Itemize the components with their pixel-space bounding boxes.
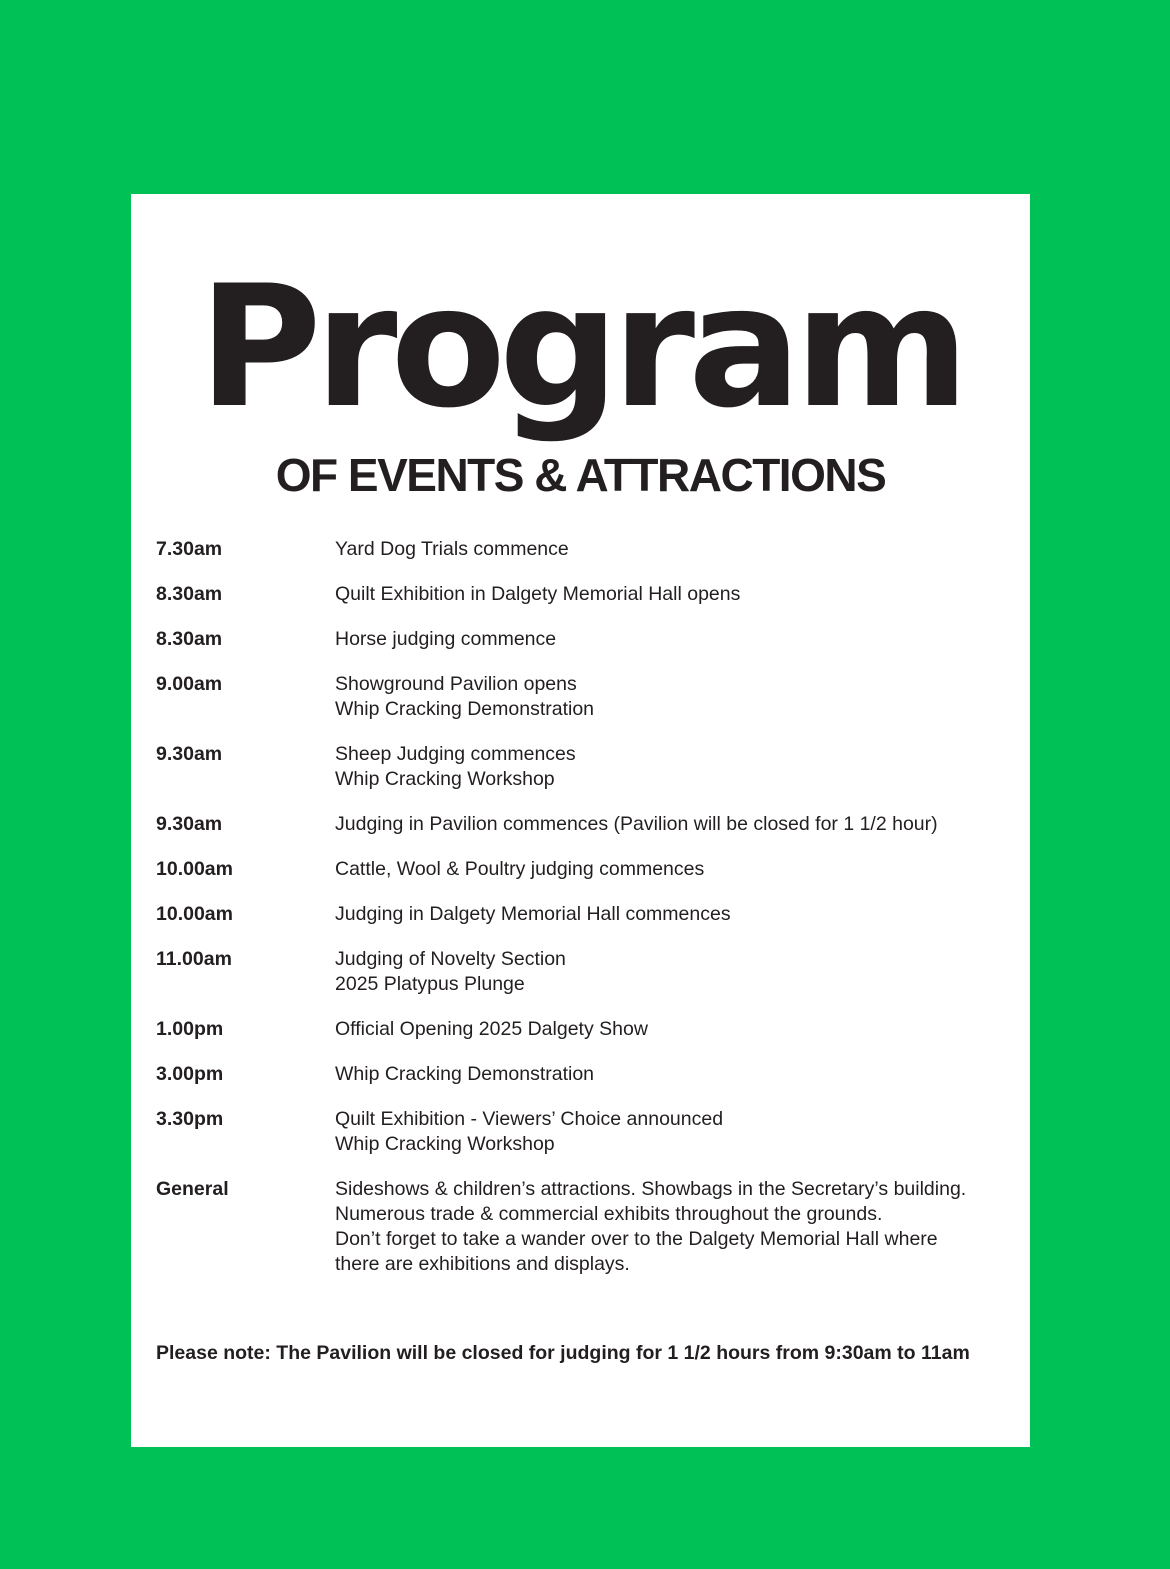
event-description: [335, 1017, 1016, 1042]
schedule-row: [156, 627, 1016, 652]
event-line: Quilt Exhibition - Viewers’ Choice announced: [335, 1108, 724, 1130]
event-line: Judging in Dalgety Memorial Hall commences: [335, 903, 731, 925]
event-line: Whip Cracking Demonstration: [335, 1063, 595, 1085]
event-line: Don’t forget to take a wander over to the Dalgety Memorial Hall where: [335, 1228, 938, 1250]
schedule-row: [156, 537, 1016, 562]
event-line: Quilt Exhibition in Dalgety Memorial Hall opens: [335, 583, 741, 605]
program-subtitle: OF EVENTS & ATTRACTIONS: [275, 449, 886, 501]
event-line: Numerous trade & commercial exhibits throughout the grounds.: [335, 1203, 883, 1225]
event-line: Judging of Novelty Section: [335, 948, 566, 970]
event-time: 1.00pm: [156, 1018, 224, 1040]
event-time: General: [156, 1178, 229, 1200]
event-line: Sideshows & children’s attractions. Showbags in the Secretary’s building.: [335, 1178, 967, 1200]
event-time: 9.00am: [156, 673, 223, 695]
program-title: Program: [198, 249, 963, 445]
schedule-row: [156, 1017, 1016, 1042]
event-time: 3.30pm: [156, 1108, 224, 1130]
schedule-row: [156, 947, 1016, 997]
event-time: 8.30am: [156, 628, 223, 650]
event-line: Cattle, Wool & Poultry judging commences: [335, 858, 705, 880]
schedule-row: [156, 582, 1016, 607]
event-description: [335, 537, 1016, 562]
event-line: Sheep Judging commences: [335, 743, 576, 765]
schedule-row: [156, 672, 1016, 722]
event-time: 11.00am: [156, 948, 232, 970]
event-line: Official Opening 2025 Dalgety Show: [335, 1018, 648, 1040]
event-time: 9.30am: [156, 813, 223, 835]
event-description: [335, 627, 1016, 652]
event-time: 3.00pm: [156, 1063, 224, 1085]
event-time: 10.00am: [156, 903, 233, 925]
program-sheet: [131, 194, 1030, 1447]
event-line: Yard Dog Trials commence: [335, 538, 569, 560]
event-line: Showground Pavilion opens: [335, 673, 577, 695]
schedule-list: [156, 537, 1016, 1297]
event-time: 8.30am: [156, 583, 223, 605]
event-line: Whip Cracking Workshop: [335, 1133, 555, 1155]
schedule-row: [156, 742, 1016, 792]
event-description: [335, 672, 1016, 722]
event-description: [335, 812, 1016, 837]
schedule-row: [156, 1107, 1016, 1157]
event-line: there are exhibitions and displays.: [335, 1253, 630, 1275]
event-time: 10.00am: [156, 858, 233, 880]
schedule-row: [156, 1177, 1016, 1277]
schedule-row: [156, 857, 1016, 882]
event-time: 9.30am: [156, 743, 223, 765]
event-description: [335, 742, 1016, 792]
event-description: [335, 1107, 1016, 1157]
event-description: [335, 1177, 1016, 1277]
event-description: [335, 582, 1016, 607]
schedule-row: [156, 812, 1016, 837]
event-time: 7.30am: [156, 538, 223, 560]
event-line: 2025 Platypus Plunge: [335, 973, 525, 995]
event-description: [335, 857, 1016, 882]
schedule-row: [156, 1062, 1016, 1087]
event-description: [335, 902, 1016, 927]
event-description: [335, 947, 1016, 997]
event-line: Horse judging commence: [335, 628, 557, 650]
event-description: [335, 1062, 1016, 1087]
pavilion-note: Please note: The Pavilion will be closed for judging for 1 1/2 hours from 9:30am to 11am: [156, 1342, 970, 1364]
event-line: Whip Cracking Demonstration: [335, 698, 595, 720]
event-line: Whip Cracking Workshop: [335, 768, 555, 790]
event-line: Judging in Pavilion commences (Pavilion will be closed for 1 1/2 hour): [335, 813, 938, 835]
schedule-row: [156, 902, 1016, 927]
